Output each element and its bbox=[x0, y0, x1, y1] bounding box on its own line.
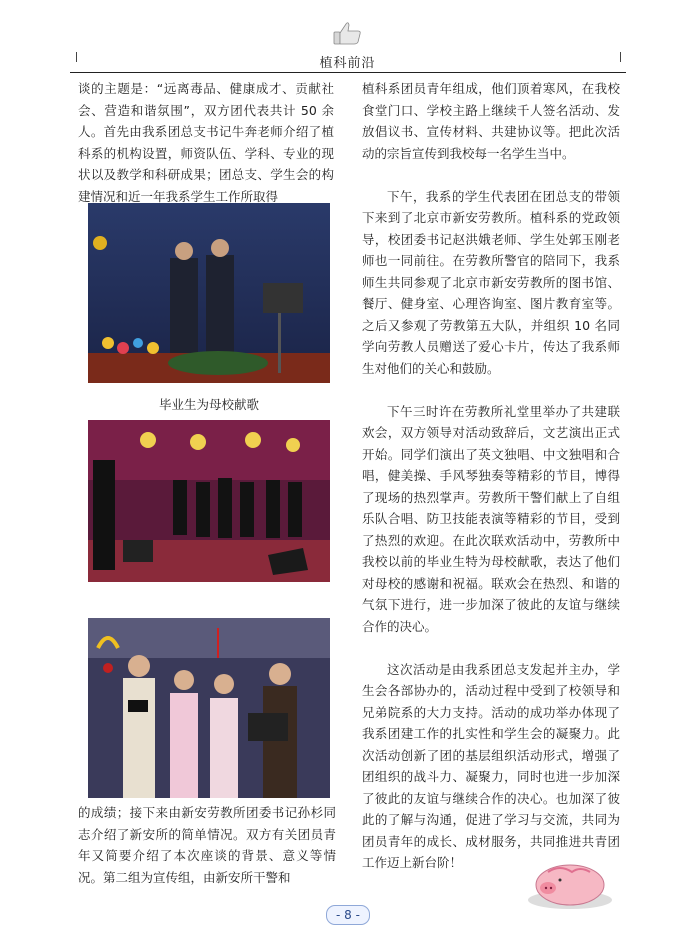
right-paragraph-1: 植科系团员青年组成，他们顶着寒风，在我校食堂门口、学校主路上继续千人签名活动、发放倡议书、宣传材料、共建协议等。把此次活动的宗旨宣传到我校每一名学生当中。 bbox=[362, 81, 620, 161]
left-paragraph-bottom: 的成绩；接下来由新安劳教所团委书记孙杉同志介绍了新安所的简单情况。双方有关团员青年又简要介绍了本次座谈的背景、意义等情况。第二组为宣传组，由新安所干警和 bbox=[78, 805, 336, 885]
right-paragraph-2: 下午，我系的学生代表团在团总支的带领下来到了北京市新安劳教所。植科系的党政领导，校团委书记赵洪娥老师、学生处郭玉刚老师也一同前往。在劳教所警官的陪同下，我系师生共同参观了北京市新安劳教所的图书馆、餐厅、健身室、心理咨询室、图片教育室等。之后又参观了劳教第五大队，并组织 10 名同学向劳教人员赠送了爱心卡片，传达了我系师生对他们的关心和鼓励。 bbox=[362, 188, 620, 376]
left-column-top bbox=[78, 78, 334, 207]
right-paragraph-4: 这次活动是由我系团总支发起并主办，学生会各部协办的，活动过程中受到了校领导和兄弟院系的大力支持。活动的成功举办体现了我系团建工作的扎实性和学生会的凝聚力。此次活动创新了团的基层组织活动形式，增强了团组织的战斗力、凝聚力，同时也进一步加深了彼此的友谊与继续合作的决心。也加深了彼此的了解与沟通，促进了学习与交流，共同为团员青年的成长、成材服务，共同推进共青团工作迈上新台阶！ bbox=[362, 661, 620, 870]
header-divider bbox=[70, 72, 626, 73]
left-column-bottom bbox=[78, 802, 336, 888]
right-column bbox=[362, 78, 620, 895]
thumbs-up-icon bbox=[330, 20, 364, 46]
page-title: 植科前沿 bbox=[319, 56, 376, 71]
photo-caption: 毕业生为母校献歌 bbox=[158, 397, 259, 412]
photo-students-chorus bbox=[88, 618, 330, 798]
right-paragraph-3: 下午三时许在劳教所礼堂里举办了共建联欢会，双方领导对活动致辞后，文艺演出正式开始。同学们演出了英文独唱、中文独唱和合唱，健美操、手风琴独奏等精彩的节目，博得了现场的热烈掌声。劳教所干警们献上了自组乐队合唱、防卫技能表演等精彩的节目，受到了热烈的欢迎。在此次联欢活动中，劳教所中我校以前的毕业生特为母校献歌，表达了他们对母校的感谢和祝福。联欢会在热烈、和谐的气氛下进行，进一步加深了彼此的友谊与继续合作的决心。 bbox=[362, 403, 620, 634]
photo-stage-performance bbox=[88, 420, 330, 582]
pig-mascot-icon bbox=[520, 850, 620, 910]
page-number: - 8 - bbox=[326, 905, 370, 925]
photo-graduates-singing bbox=[88, 203, 330, 383]
left-paragraph-top: 谈的主题是：“远离毒品、健康成才、贡献社会、营造和谐氛围”，双方团代表共计 50 余人。首先由我系团总支书记牛奔老师介绍了植科系的机构设置，师资队伍、学科、专业的现状以及教学和科研成果；团总支、学生会的构建情况和近一年我系学生工作所取得 bbox=[78, 81, 334, 204]
